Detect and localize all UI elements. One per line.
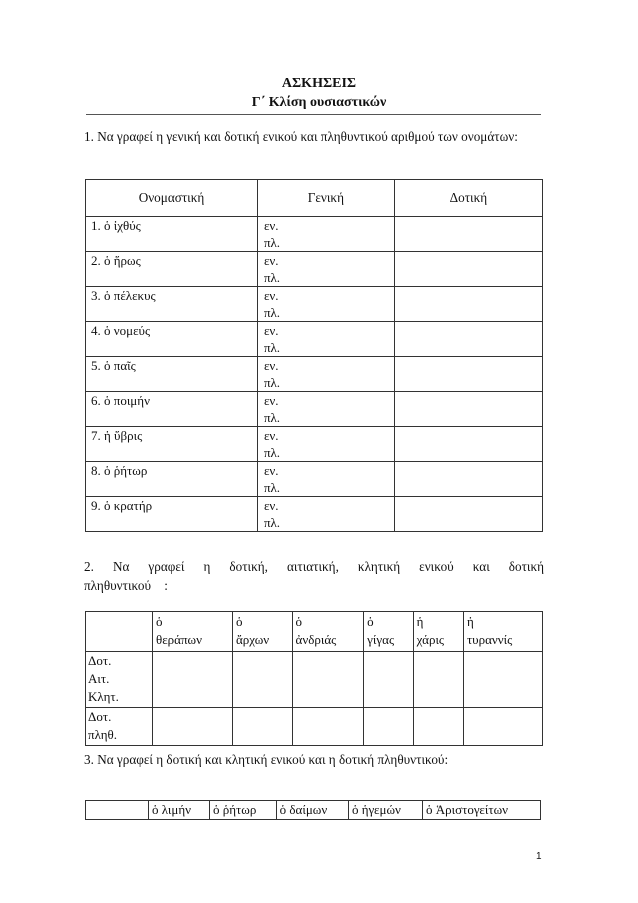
- row-label-dative-plural: Δοτ.: [88, 709, 112, 724]
- answer-cell[interactable]: [232, 652, 292, 708]
- noun-header-cell: [292, 612, 364, 652]
- singular-label: εν.: [263, 393, 279, 408]
- table-row: [86, 497, 543, 532]
- answer-cell[interactable]: [364, 652, 414, 708]
- row-label-singular: [86, 652, 153, 708]
- genitive-cell[interactable]: [257, 322, 394, 357]
- singular-label: εν.: [263, 323, 279, 338]
- plural-label: πλ.: [263, 515, 281, 530]
- page-title: ΑΣΚΗΣΕΙΣ: [281, 76, 357, 91]
- plural-label: πλ.: [263, 480, 281, 495]
- table-row: [86, 322, 543, 357]
- page-number: 1: [536, 851, 542, 862]
- noun-header-cell: [463, 612, 542, 652]
- genitive-cell[interactable]: [257, 287, 394, 322]
- header-dative: Δοτική: [394, 180, 542, 217]
- answer-cell[interactable]: [232, 708, 292, 746]
- noun-cell: ὁ ἡγεμών: [348, 801, 422, 820]
- noun: ἀνδριάς: [295, 632, 337, 647]
- dative-cell[interactable]: [394, 287, 542, 322]
- table-row: [86, 462, 543, 497]
- noun: θεράπων: [156, 632, 202, 647]
- nominative-cell: 7. ἡ ὕβρις: [86, 427, 258, 462]
- exercise3-instruction: 3. Να γραφεί η δοτική και κλητική ενικού και η δοτική πληθυντικού:: [84, 752, 449, 767]
- noun-header-cell: [153, 612, 233, 652]
- singular-label: εν.: [263, 253, 279, 268]
- noun-header-cell: [413, 612, 463, 652]
- exercise2-table: [85, 611, 543, 746]
- exercise2-instruction: [84, 557, 544, 595]
- dative-cell[interactable]: [394, 392, 542, 427]
- nominative-cell: 1. ὁ ἰχθύς: [86, 217, 258, 252]
- genitive-cell[interactable]: [257, 252, 394, 287]
- noun: τυραννίς: [466, 632, 513, 647]
- noun: ἄρχων: [235, 632, 270, 647]
- genitive-cell[interactable]: [257, 217, 394, 252]
- header-genitive: Γενική: [257, 180, 394, 217]
- noun-cell: ὁ Ἁριστογείτων: [423, 801, 541, 820]
- article: ὁ: [235, 614, 243, 629]
- answer-cell[interactable]: [463, 708, 542, 746]
- genitive-cell[interactable]: [257, 462, 394, 497]
- article: ἡ: [466, 614, 474, 629]
- noun-header-cell: [232, 612, 292, 652]
- row-label-dative: Δοτ.: [88, 653, 112, 668]
- table-row: [86, 392, 543, 427]
- nominative-cell: 8. ὁ ῥήτωρ: [86, 462, 258, 497]
- answer-cell[interactable]: [292, 708, 364, 746]
- table-row: [86, 217, 543, 252]
- corner-cell: [86, 612, 153, 652]
- row-label-plural-abbr: πληθ.: [88, 727, 118, 742]
- plural-label: πλ.: [263, 445, 281, 460]
- answer-cell[interactable]: [463, 652, 542, 708]
- plural-label: πλ.: [263, 410, 281, 425]
- article: ὁ: [295, 614, 303, 629]
- nominative-cell: 6. ὁ ποιμήν: [86, 392, 258, 427]
- table-row: [86, 427, 543, 462]
- exercise2-instruction-text: 2. Να γραφεί η δοτική, αιτιατική, κλητική ενικού και δοτική πληθυντικού :: [84, 559, 544, 593]
- table-row: [86, 652, 543, 708]
- genitive-cell[interactable]: [257, 357, 394, 392]
- singular-label: εν.: [263, 498, 279, 513]
- exercise1-instruction: 1. Να γραφεί η γενική και δοτική ενικού και πληθυντικού αριθμού των ονομάτων:: [84, 129, 518, 144]
- table-header-row: [86, 612, 543, 652]
- noun-cell: ὁ ῥήτωρ: [210, 801, 277, 820]
- row-label-accusative: Αιτ.: [88, 671, 110, 686]
- noun-cell: ὁ λιμήν: [149, 801, 210, 820]
- nominative-cell: 9. ὁ κρατήρ: [86, 497, 258, 532]
- dative-cell[interactable]: [394, 427, 542, 462]
- table-row: [86, 287, 543, 322]
- noun-header-cell: [364, 612, 414, 652]
- nominative-cell: 2. ὁ ἥρως: [86, 252, 258, 287]
- article: ἡ: [416, 614, 424, 629]
- genitive-cell[interactable]: [257, 392, 394, 427]
- noun-cell: ὁ δαίμων: [276, 801, 348, 820]
- answer-cell[interactable]: [153, 708, 233, 746]
- exercise3-table: [85, 800, 541, 820]
- singular-label: εν.: [263, 358, 279, 373]
- article: ὁ: [367, 614, 374, 629]
- plural-label: πλ.: [263, 270, 281, 285]
- header-nominative: Ονομαστική: [86, 180, 258, 217]
- row-label-vocative: Κλητ.: [88, 689, 119, 704]
- exercise1-table: [85, 179, 543, 532]
- genitive-cell[interactable]: [257, 427, 394, 462]
- singular-label: εν.: [263, 463, 279, 478]
- nominative-cell: 3. ὁ πέλεκυς: [86, 287, 258, 322]
- table-header-row: [86, 180, 543, 217]
- dative-cell[interactable]: [394, 322, 542, 357]
- noun: χάρις: [416, 632, 445, 647]
- table-row: [86, 708, 543, 746]
- title-divider: [86, 114, 541, 115]
- article: ὁ: [156, 614, 163, 629]
- singular-label: εν.: [263, 218, 279, 233]
- blank-cell: [86, 801, 149, 820]
- answer-cell[interactable]: [153, 652, 233, 708]
- dative-cell[interactable]: [394, 497, 542, 532]
- dative-cell[interactable]: [394, 252, 542, 287]
- answer-cell[interactable]: [413, 708, 463, 746]
- answer-cell[interactable]: [364, 708, 414, 746]
- table-row: [86, 252, 543, 287]
- plural-label: πλ.: [263, 305, 281, 320]
- plural-label: πλ.: [263, 340, 281, 355]
- table-row: [86, 357, 543, 392]
- page-subtitle: Γ΄ Κλίση ουσιαστικών: [251, 95, 387, 110]
- answer-cell[interactable]: [292, 652, 364, 708]
- table-row: [86, 801, 541, 820]
- plural-label: πλ.: [263, 375, 281, 390]
- nominative-cell: 5. ὁ παῖς: [86, 357, 258, 392]
- answer-cell[interactable]: [413, 652, 463, 708]
- plural-label: πλ.: [263, 235, 281, 250]
- dative-cell[interactable]: [394, 357, 542, 392]
- dative-cell[interactable]: [394, 217, 542, 252]
- nominative-cell: 4. ὁ νομεύς: [86, 322, 258, 357]
- singular-label: εν.: [263, 428, 279, 443]
- noun: γίγας: [367, 632, 395, 647]
- dative-cell[interactable]: [394, 462, 542, 497]
- genitive-cell[interactable]: [257, 497, 394, 532]
- row-label-plural: [86, 708, 153, 746]
- singular-label: εν.: [263, 288, 279, 303]
